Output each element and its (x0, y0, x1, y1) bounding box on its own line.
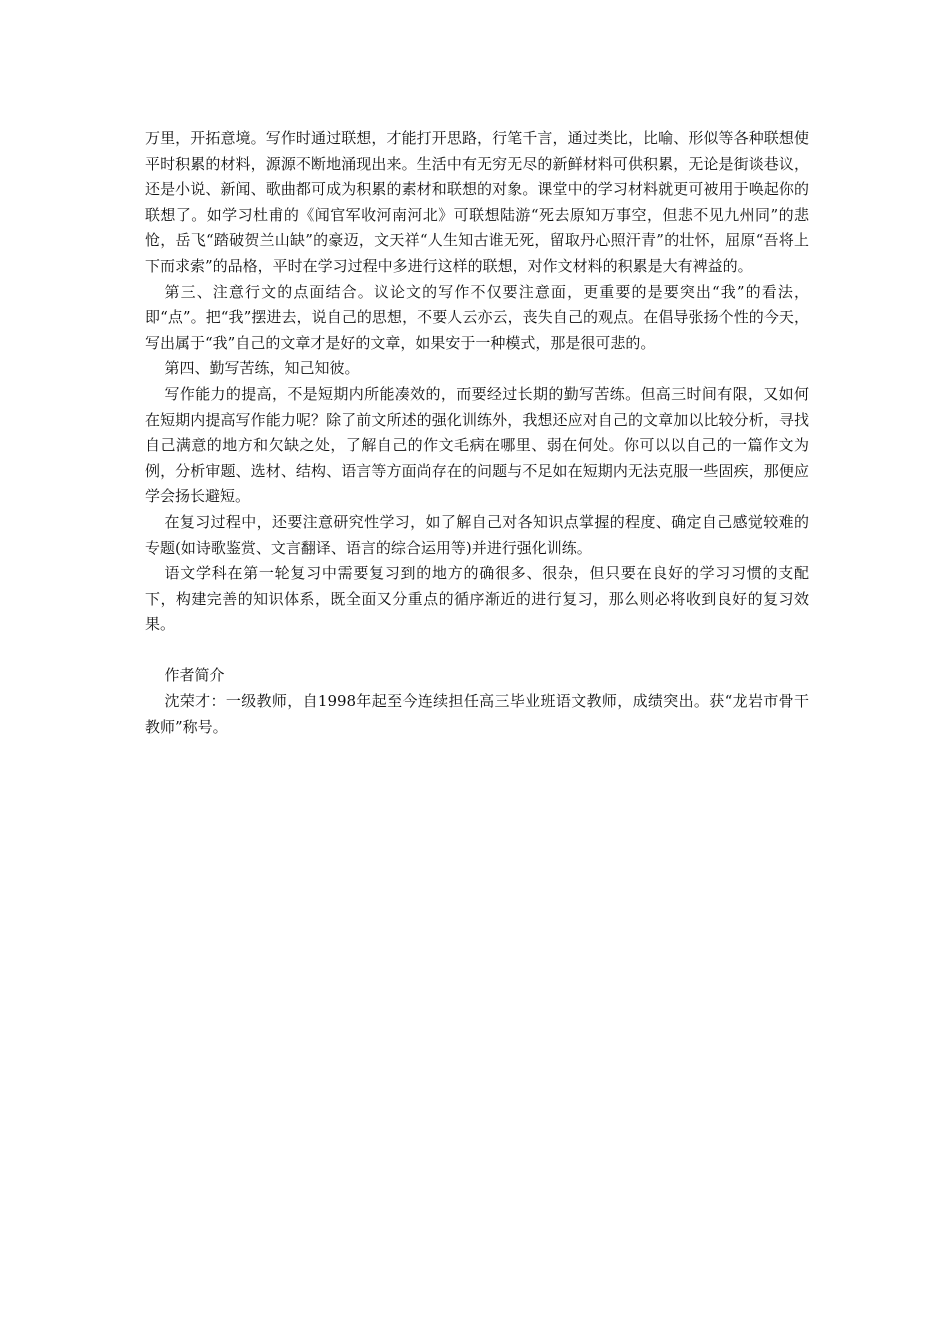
paragraph-conclusion: 语文学科在第一轮复习中需要复习到的地方的确很多、很杂，但只要在良好的学习习惯的支配下，构建完善的知识体系，既全面又分重点的循序渐近的进行复习，那么则必将收到良好的复习效果。 (145, 564, 809, 634)
author-heading: 作者简介 (164, 666, 225, 685)
author-bio: 沈荣才：一级教师，自1998年起至今连续担任高三毕业班语文教师，成绩突出。获“龙岩市骨干教师”称号。 (145, 692, 809, 736)
paragraph-point-and-surface: 第三、注意行文的点面结合。议论文的写作不仅要注意面，更重要的是要突出“我”的看法，即“点”。把“我”摆进去，说自己的思想，不要人云亦云，丧失自己的观点。在倡导张扬个性的今天，写出属于“我”自己的文章才是好的文章，如果安于一种模式，那是很可悲的。 (145, 282, 809, 352)
paragraph-research-learning: 在复习过程中，还要注意研究性学习，如了解自己对各知识点掌握的程度、确定自己感觉较难的专题(如诗歌鉴赏、文言翻译、语言的综合运用等)并进行强化训练。 (145, 512, 809, 557)
document-body (145, 126, 809, 740)
section-spacer (145, 638, 809, 664)
paragraph-association: 万里，开拓意境。写作时通过联想，才能打开思路，行笔千言，通过类比，比喻、形似等各种联想使平时积累的材料，源源不断地涌现出来。生活中有无穷无尽的新鲜材料可供积累，无论是街谈巷议，还是小说、新闻、歌曲都可成为积累的素材和联想的对象。课堂中的学习材料就更可被用于唤起你的联想了。如学习杜甫的《闻官军收河南河北》可联想陆游“死去原知万事空，但悲不见九州同”的悲怆，岳飞“踏破贺兰山缺”的豪迈，文天祥“人生知古谁无死，留取丹心照汗青”的壮怀，屈原“吾将上下而求索”的品格，平时在学习过程中多进行这样的联想，对作文材料的积累是大有裨益的。 (145, 129, 809, 275)
paragraph-practice-heading: 第四、勤写苦练，知己知彼。 (164, 359, 360, 378)
paragraph-writing-ability: 写作能力的提高，不是短期内所能凑效的，而要经过长期的勤写苦练。但高三时间有限，又如何在短期内提高写作能力呢？除了前文所述的强化训练外，我想还应对自己的文章加以比较分析，寻找自己满意的地方和欠缺之处，了解自己的作文毛病在哪里、弱在何处。你可以以自己的一篇作文为例，分析审题、选材、结构、语言等方面尚存在的问题与不足如在短期内无法克服一些固疾，那便应学会扬长避短。 (145, 384, 809, 506)
